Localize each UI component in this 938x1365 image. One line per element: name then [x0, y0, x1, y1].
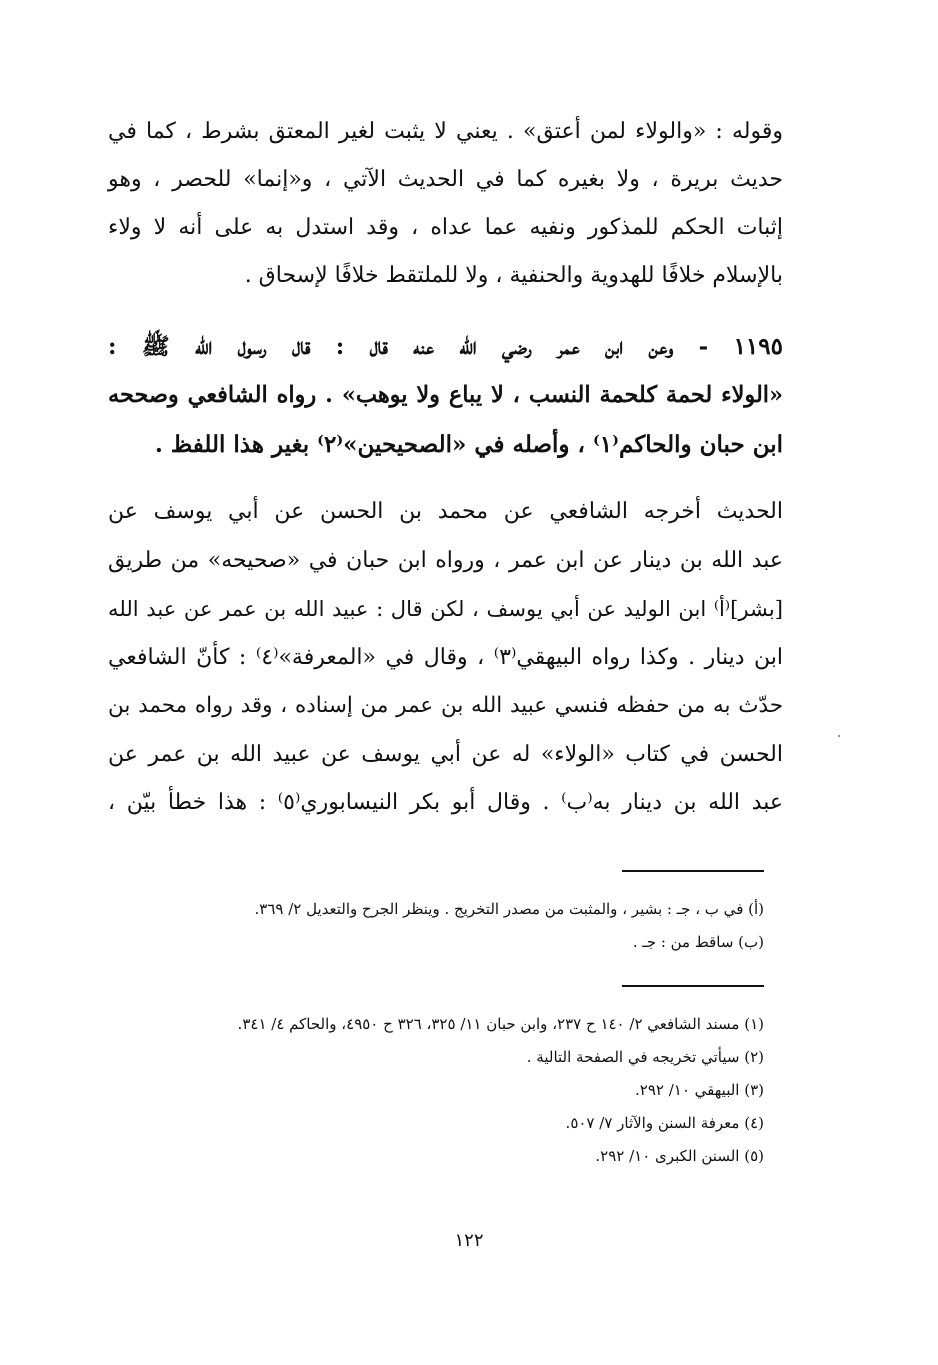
text-line: عبد الله بن دينار به⁽ب⁾ . وقال أبو بكر النيسابوري⁽٥⁾ : هذا خطأ بيّن ،: [108, 790, 783, 815]
reference-footnotes: [108, 1008, 764, 1173]
footnote-separator: [622, 870, 764, 872]
text-line: بالإسلام خلافًا للهدوية والحنفية ، ولا للملتقط خلافًا لإسحاق .: [244, 263, 783, 288]
text-line: [بشر]⁽أ⁾ ابن الوليد عن أبي يوسف ، لكن قال : عبيد الله بن عمر عن عبد الله: [108, 596, 783, 621]
variant-footnotes: [108, 893, 764, 959]
hadith-line: ١١٩٥ - وعن ابن عمر رضي الله عنه قال : قال رسول الله ﷺ :: [108, 333, 783, 360]
commentary-paragraph-1: [108, 108, 783, 300]
footnote-line: (٤) معرفة السنن والآثار ٧/ ٥٠٧.: [565, 1114, 764, 1132]
footnote-separator: [622, 985, 764, 987]
footnote-line: (أ) في ب ، جـ : بشير ، والمثبت من مصدر التخريج . وينظر الجرح والتعديل ٢/ ٣٦٩.: [254, 900, 764, 918]
footnote-line: (ب) ساقط من : جـ .: [632, 933, 764, 951]
text-line: عبد الله بن دينار عن ابن عمر ، ورواه ابن حبان في «صحيحه» من طريق: [108, 547, 783, 573]
footnote-line: (٥) السنن الكبرى ١٠/ ٢٩٢.: [595, 1147, 764, 1165]
text-line: إثبات الحكم للمذكور ونفيه عما عداه ، وقد استدل به على أنه لا ولاء: [108, 215, 783, 240]
hadith-line: ابن حبان والحاكم⁽١⁾ ، وأصله في «الصحيحين»⁽٢⁾ بغير هذا اللفظ .: [154, 431, 783, 458]
text-line: وقوله : «والولاء لمن أعتق» . يعني لا يثبت لغير المعتق بشرط ، كما في: [108, 119, 783, 144]
hadith-line: «الولاء لحمة كلحمة النسب ، لا يباع ولا يوهب» . رواه الشافعي وصححه: [108, 382, 783, 408]
footnote-line: (٢) سيأتي تخريجه في الصفحة التالية .: [526, 1048, 764, 1066]
page-number: ١٢٢: [454, 1230, 484, 1251]
text-line: ابن دينار . وكذا رواه البيهقي⁽٣⁾ ، وقال في «المعرفة»⁽٤⁾ : كأنّ الشافعي: [108, 644, 783, 670]
text-line: حدّث به من حفظه فنسي عبيد الله بن عمر من إسناده ، وقد رواه محمد بن: [108, 693, 783, 718]
text-line: الحسن في كتاب «الولاء» له عن أبي يوسف عن عبيد الله بن عمر عن: [108, 741, 783, 767]
commentary-paragraph-2: [108, 488, 783, 828]
footnote-line: (٣) البيهقي ١٠/ ٢٩٢.: [634, 1081, 764, 1099]
text-line: الحديث أخرجه الشافعي عن محمد بن الحسن عن أبي يوسف عن: [108, 499, 783, 524]
hadith-text: [108, 322, 783, 469]
text-line: حديث بريرة ، ولا بغيره كما في الحديث الآتي ، و«إنما» للحصر ، وهو: [108, 167, 783, 192]
scan-speck: [838, 735, 840, 737]
footnote-line: (١) مسند الشافعي ٢/ ١٤٠ ح ٢٣٧، وابن حبان ١١/ ٣٢٥، ٣٢٦ ح ٤٩٥٠، والحاكم ٤/ ٣٤١.: [237, 1015, 764, 1033]
